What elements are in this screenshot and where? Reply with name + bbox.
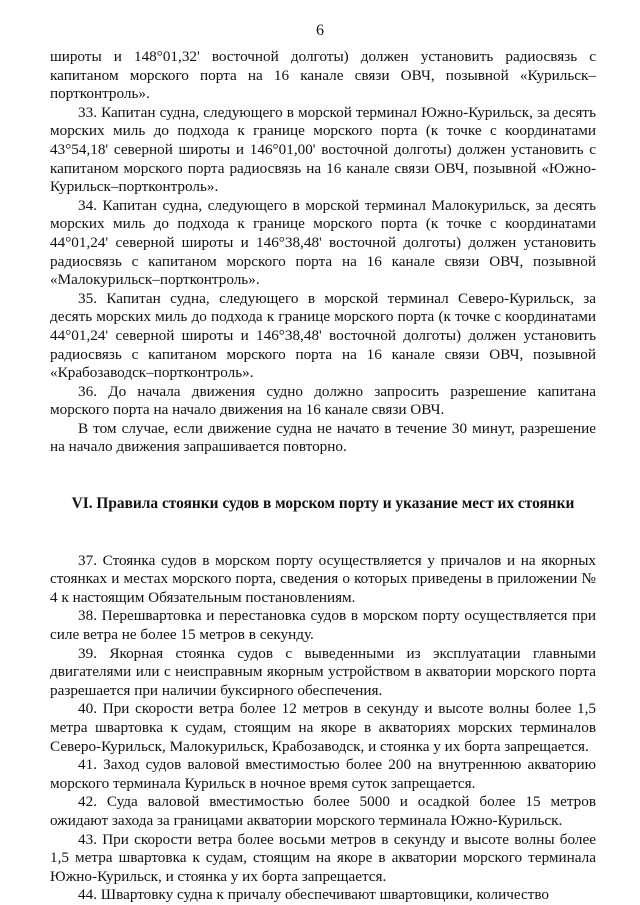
paragraph-38: 38. Перешвартовка и перестановка судов в морском порту осуществляется при силе ветра не более 15 метров в секунду. — [50, 607, 596, 644]
section-heading: VI. Правила стоянки судов в морском порту и указание мест их стоянки — [71, 495, 575, 513]
paragraph-37: 37. Стоянка судов в морском порту осуществляется у причалов и на якорных стоянках и местах морского порта, сведения о которых приведены в приложении № 4 к настоящим Обязательным постановлениям. — [50, 551, 596, 606]
paragraph-36-note: В том случае, если движение судна не начато в течение 30 минут, разрешение на начало движения запрашивается повторно. — [50, 419, 596, 456]
paragraph-39: 39. Якорная стоянка судов с выведенными из эксплуатации главными двигателями или с неисправным якорным устройством в акватории морского порта разрешается при наличии буксирного обеспечения. — [50, 644, 596, 699]
paragraph-44: 44. Швартовку судна к причалу обеспечивают швартовщики, количество — [78, 886, 549, 904]
paragraph-40: 40. При скорости ветра более 12 метров в секунду и высоте волны более 1,5 метра швартовка к судам, стоящим на якоре в акваториях морских терминалов Северо-Курильск, Малокурильск, Крабозаводск, и стоянка у их борта запрещается. — [50, 700, 596, 755]
paragraph-43: 43. При скорости ветра более восьми метров в секунду и высоте волны более 1,5 метра швартовка к судам, стоящим на якоре в акватории морского терминала Южно-Курильск, и стоянка у их борта запрещается. — [50, 830, 596, 885]
paragraph-34: 34. Капитан судна, следующего в морской терминал Малокурильск, за десять морских миль до подхода к границе морского порта (к точке с координатами 44°01,24' северной широты и 146°38,48' восточной долготы) должен установить радиосвязь с капитаном морского порта на 16 канале связи ОВЧ, позывной «Малокурильск–портконтроль». — [50, 196, 596, 289]
page-number: 6 — [316, 22, 324, 39]
document-body — [50, 48, 596, 905]
paragraph-42: 42. Суда валовой вместимостью более 5000 и осадкой более 15 метров ожидают захода за границами акватории морского терминала Южно-Курильск. — [50, 793, 596, 829]
paragraph-33: 33. Капитан судна, следующего в морской терминал Южно-Курильск, за десять морских миль до подхода к границе морского порта (к точке с координатами 43°54,18' северной широты и 146°01,00' восточной долготы) должен установить с капитаном морского порта радиосвязь на 16 канале связи ОВЧ, позывной «Южно-Курильск–портконтроль». — [50, 103, 596, 196]
paragraph-continuation: широты и 148°01,32' восточной долготы) должен установить радиосвязь с капитаном морского порта на 16 канале связи ОВЧ, позывной «Курильск–портконтроль». — [50, 48, 596, 103]
paragraph-36: 36. До начала движения судно должно запросить разрешение капитана морского порта на начало движения на 16 канале связи ОВЧ. — [50, 382, 596, 419]
paragraph-41: 41. Заход судов валовой вместимостью более 200 на внутреннюю акваторию морского терминала Курильск в ночное время суток запрещается. — [50, 756, 596, 792]
paragraph-35: 35. Капитан судна, следующего в морской терминал Северо-Курильск, за десять морских миль до подхода к границе морского порта (к точке с координатами 44°01,24' северной широты и 146°38,48' восточной долготы) должен установить радиосвязь с капитаном морского порта на 16 канале связи ОВЧ, позывной «Крабозаводск–портконтроль». — [50, 289, 596, 382]
